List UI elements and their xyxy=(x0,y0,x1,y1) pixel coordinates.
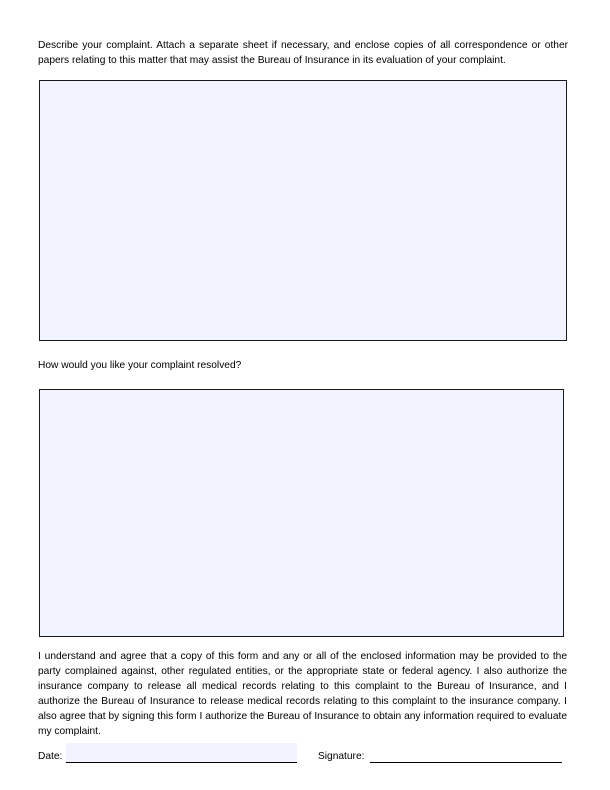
resolution-field[interactable] xyxy=(39,389,564,637)
date-label: Date: xyxy=(38,751,63,762)
signature-label: Signature: xyxy=(318,751,365,762)
resolution-prompt: How would you like your complaint resolved? xyxy=(38,360,242,371)
signature-line[interactable] xyxy=(370,762,562,763)
date-field[interactable] xyxy=(66,743,297,763)
complaint-description-field[interactable] xyxy=(39,80,567,341)
complaint-description-prompt: Describe your complaint. Attach a separate sheet if necessary, and enclose copies of all correspondence or other papers relating to this matter that may assist the Bureau of Insurance in its evaluation of your complaint. xyxy=(38,40,568,66)
authorization-statement: I understand and agree that a copy of this form and any or all of the enclosed information may be provided to the party complained against, other regulated entities, or the appropriate state or federal agency. I also authorize the insurance company to release all medical records relating to this complaint to the Bureau of Insurance, and I authorize the Bureau of Insurance to release medical records relating to this complaint to the insurance company. I also agree that by signing this form I authorize the Bureau of Insurance to obtain any information required to evaluate my complaint. xyxy=(38,651,567,737)
